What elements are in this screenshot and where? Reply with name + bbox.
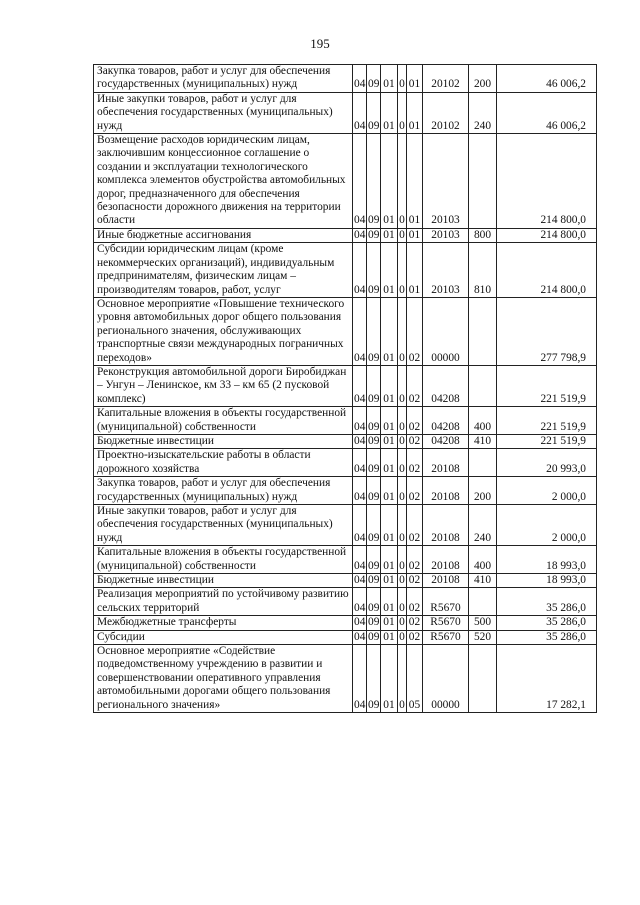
section-code-cell: 04	[354, 228, 366, 241]
table-row	[94, 243, 597, 298]
amount-cell: 18 993,0	[497, 546, 597, 574]
table-row	[94, 630, 597, 644]
program-code-cell: 01	[381, 574, 398, 588]
expense-type-cell: 240	[469, 505, 497, 546]
table-row	[94, 92, 597, 133]
expense-type-cell: 400	[469, 546, 497, 574]
event-code-cell: 02	[407, 297, 423, 365]
direction-code-cell: R5670	[423, 588, 469, 616]
subprogram-code-cell: 0	[398, 65, 407, 93]
direction-code-cell: R5670	[423, 616, 469, 630]
event-code-cell: 02	[407, 365, 423, 406]
subsection-code-cell: 09	[368, 228, 380, 241]
subprogram-code-cell: 0	[398, 365, 407, 406]
row-name-cell: Реализация мероприятий по устойчивому развитию сельских территорий	[94, 588, 353, 616]
event-code-cell: 01	[407, 134, 423, 229]
section-code-cell: 04	[354, 616, 366, 629]
subsection-code-cell: 09	[367, 134, 381, 229]
direction-code-cell: 20102	[423, 92, 469, 133]
subprogram-code-cell: 0	[398, 546, 407, 574]
event-code-cell: 01	[407, 228, 423, 242]
row-name-cell: Капитальные вложения в объекты государственной (муниципальной) собственности	[94, 546, 353, 574]
program-code-cell: 01	[381, 243, 398, 298]
amount-cell: 214 800,0	[497, 243, 597, 298]
subprogram-code-cell: 0	[398, 588, 407, 616]
table-row	[94, 546, 597, 574]
amount-cell: 35 286,0	[497, 630, 597, 644]
amount-cell: 2 000,0	[497, 505, 597, 546]
expense-type-cell: 400	[469, 407, 497, 435]
table-row	[94, 645, 597, 713]
row-name-cell: Реконструкция автомобильной дороги Биробиджан – Унгун – Ленинское, км 33 – км 65 (2 пусковой комплекс)	[94, 365, 353, 406]
section-code-cell: 04	[353, 243, 367, 298]
subsection-code-cell: 09	[367, 588, 381, 616]
row-name-cell: Возмещение расходов юридическим лицам, заключившим концессионное соглашение о создании и эксплуатации технологического комплекса элементов обустройства автомобильных дорог, предназначенного для обеспечения безопасности дорожного движения на территории области	[94, 134, 353, 229]
subsection-code-cell: 09	[367, 477, 381, 505]
program-code-cell: 01	[381, 630, 398, 644]
program-code-cell: 01	[381, 505, 398, 546]
subprogram-code-cell: 0	[398, 645, 407, 713]
subsection-code-cell: 09	[367, 645, 381, 713]
page-number: 195	[310, 36, 330, 51]
row-name-cell: Субсидии	[94, 630, 353, 644]
table-row	[94, 134, 597, 229]
subprogram-code-cell: 0	[399, 616, 405, 629]
row-name-cell: Межбюджетные трансферты	[94, 616, 353, 630]
section-code-cell: 04	[354, 574, 366, 587]
direction-code-cell: 04208	[423, 365, 469, 406]
row-name-cell: Основное мероприятие «Содействие подведомственному учреждению в развитии и совершенствовании оперативного управления автомобильными дорогами общего пользования регионального значения»	[94, 645, 353, 713]
subsection-code-cell: 09	[368, 630, 380, 643]
event-code-cell: 02	[407, 505, 423, 546]
program-code-cell: 01	[381, 588, 398, 616]
row-name-cell: Бюджетные инвестиции	[94, 434, 353, 448]
expense-type-cell	[469, 449, 497, 477]
subsection-code-cell: 09	[367, 243, 381, 298]
subprogram-code-cell: 0	[399, 630, 405, 643]
event-code-cell: 01	[407, 243, 423, 298]
amount-cell: 221 519,9	[497, 434, 597, 448]
row-name-cell: Иные закупки товаров, работ и услуг для обеспечения государственных (муниципальных) нужд	[94, 505, 353, 546]
table-row	[94, 505, 597, 546]
row-name-cell: Закупка товаров, работ и услуг для обеспечения государственных (муниципальных) нужд	[94, 65, 353, 93]
section-code-cell: 04	[353, 134, 367, 229]
program-code-cell: 01	[381, 546, 398, 574]
table-row	[94, 477, 597, 505]
event-code-cell: 02	[407, 434, 423, 448]
subsection-code-cell: 09	[367, 505, 381, 546]
row-name-cell: Капитальные вложения в объекты государственной (муниципальной) собственности	[94, 407, 353, 435]
direction-code-cell: 20108	[423, 574, 469, 588]
table-row	[94, 449, 597, 477]
subsection-code-cell: 09	[367, 407, 381, 435]
program-code-cell: 01	[381, 65, 398, 93]
expense-type-cell	[469, 645, 497, 713]
expense-type-cell: 200	[469, 477, 497, 505]
subsection-code-cell: 09	[368, 616, 380, 629]
table-row	[94, 297, 597, 365]
direction-code-cell: 20103	[423, 134, 469, 229]
direction-code-cell: 20108	[423, 449, 469, 477]
expense-type-cell: 240	[469, 92, 497, 133]
row-name-cell: Иные бюджетные ассигнования	[94, 228, 353, 242]
subprogram-code-cell: 0	[398, 407, 407, 435]
program-code-cell: 01	[381, 434, 398, 448]
subprogram-code-cell: 0	[398, 92, 407, 133]
section-code-cell: 04	[353, 645, 367, 713]
table-row	[94, 434, 597, 448]
expense-type-cell	[469, 134, 497, 229]
program-code-cell: 01	[381, 297, 398, 365]
amount-cell: 18 993,0	[497, 574, 597, 588]
subprogram-code-cell: 0	[399, 228, 405, 241]
section-code-cell: 04	[354, 630, 366, 643]
row-name-cell: Бюджетные инвестиции	[94, 574, 353, 588]
direction-code-cell: 20103	[423, 243, 469, 298]
subsection-code-cell: 09	[367, 65, 381, 93]
direction-code-cell: 00000	[423, 297, 469, 365]
subsection-code-cell: 09	[367, 365, 381, 406]
amount-cell: 214 800,0	[497, 228, 597, 242]
subprogram-code-cell: 0	[398, 134, 407, 229]
subprogram-code-cell: 0	[399, 434, 405, 447]
direction-code-cell: 20108	[423, 505, 469, 546]
event-code-cell: 02	[407, 546, 423, 574]
expense-type-cell: 810	[469, 243, 497, 298]
amount-cell: 46 006,2	[497, 65, 597, 93]
event-code-cell: 01	[407, 65, 423, 93]
table-row	[94, 365, 597, 406]
subprogram-code-cell: 0	[398, 449, 407, 477]
program-code-cell: 01	[381, 228, 398, 242]
section-code-cell: 04	[353, 65, 367, 93]
amount-cell: 46 006,2	[497, 92, 597, 133]
budget-table	[93, 64, 597, 713]
amount-cell: 2 000,0	[497, 477, 597, 505]
direction-code-cell: R5670	[423, 630, 469, 644]
table-row	[94, 407, 597, 435]
direction-code-cell: 20102	[423, 65, 469, 93]
table-row	[94, 228, 597, 242]
section-code-cell: 04	[353, 365, 367, 406]
event-code-cell: 02	[407, 574, 423, 588]
program-code-cell: 01	[381, 92, 398, 133]
section-code-cell: 04	[353, 407, 367, 435]
section-code-cell: 04	[353, 297, 367, 365]
row-name-cell: Субсидии юридическим лицам (кроме некоммерческих организаций), индивидуальным предпринимателям, физическим лицам – производителям товаров, работ, услуг	[94, 243, 353, 298]
amount-cell: 221 519,9	[497, 365, 597, 406]
direction-code-cell: 20103	[423, 228, 469, 242]
section-code-cell: 04	[354, 434, 366, 447]
table-row	[94, 574, 597, 588]
expense-type-cell: 800	[469, 228, 497, 242]
program-code-cell: 01	[381, 616, 398, 630]
program-code-cell: 01	[381, 477, 398, 505]
table-body	[94, 65, 597, 713]
table-row	[94, 65, 597, 93]
program-code-cell: 01	[381, 407, 398, 435]
expense-type-cell	[469, 365, 497, 406]
subsection-code-cell: 09	[367, 449, 381, 477]
row-name-cell: Закупка товаров, работ и услуг для обеспечения государственных (муниципальных) нужд	[94, 477, 353, 505]
amount-cell: 35 286,0	[497, 588, 597, 616]
direction-code-cell: 04208	[423, 434, 469, 448]
expense-type-cell	[469, 588, 497, 616]
subsection-code-cell: 09	[367, 297, 381, 365]
section-code-cell: 04	[353, 92, 367, 133]
subsection-code-cell: 09	[367, 546, 381, 574]
row-name-cell: Основное мероприятие «Повышение технического уровня автомобильных дорог общего пользования регионального значения, обслуживающих транспортные связи международных пограничных переходов»	[94, 297, 353, 365]
program-code-cell: 01	[381, 645, 398, 713]
amount-cell: 221 519,9	[497, 407, 597, 435]
amount-cell: 20 993,0	[497, 449, 597, 477]
event-code-cell: 02	[407, 449, 423, 477]
section-code-cell: 04	[353, 505, 367, 546]
expense-type-cell	[469, 297, 497, 365]
expense-type-cell: 200	[469, 65, 497, 93]
expense-type-cell: 500	[469, 616, 497, 630]
subsection-code-cell: 09	[368, 434, 380, 447]
event-code-cell: 01	[407, 92, 423, 133]
subprogram-code-cell: 0	[398, 477, 407, 505]
program-code-cell: 01	[381, 449, 398, 477]
amount-cell: 214 800,0	[497, 134, 597, 229]
expense-type-cell: 410	[469, 434, 497, 448]
subsection-code-cell: 09	[368, 574, 380, 587]
subprogram-code-cell: 0	[398, 505, 407, 546]
amount-cell: 35 286,0	[497, 616, 597, 630]
subprogram-code-cell: 0	[398, 243, 407, 298]
event-code-cell: 02	[407, 616, 423, 630]
event-code-cell: 02	[407, 477, 423, 505]
program-code-cell: 01	[381, 134, 398, 229]
table-row	[94, 588, 597, 616]
section-code-cell: 04	[353, 546, 367, 574]
subprogram-code-cell: 0	[399, 574, 405, 587]
event-code-cell: 02	[407, 407, 423, 435]
expense-type-cell: 520	[469, 630, 497, 644]
section-code-cell: 04	[353, 477, 367, 505]
event-code-cell: 02	[407, 588, 423, 616]
direction-code-cell: 00000	[423, 645, 469, 713]
expense-type-cell: 410	[469, 574, 497, 588]
subsection-code-cell: 09	[367, 92, 381, 133]
event-code-cell: 02	[407, 630, 423, 644]
direction-code-cell: 20108	[423, 546, 469, 574]
direction-code-cell: 20108	[423, 477, 469, 505]
amount-cell: 277 798,9	[497, 297, 597, 365]
amount-cell: 17 282,1	[497, 645, 597, 713]
section-code-cell: 04	[353, 588, 367, 616]
event-code-cell: 05	[407, 645, 423, 713]
subprogram-code-cell: 0	[398, 297, 407, 365]
table-row	[94, 616, 597, 630]
row-name-cell: Иные закупки товаров, работ и услуг для обеспечения государственных (муниципальных) нужд	[94, 92, 353, 133]
section-code-cell: 04	[353, 449, 367, 477]
row-name-cell: Проектно-изыскательские работы в области дорожного хозяйства	[94, 449, 353, 477]
direction-code-cell: 04208	[423, 407, 469, 435]
program-code-cell: 01	[381, 365, 398, 406]
